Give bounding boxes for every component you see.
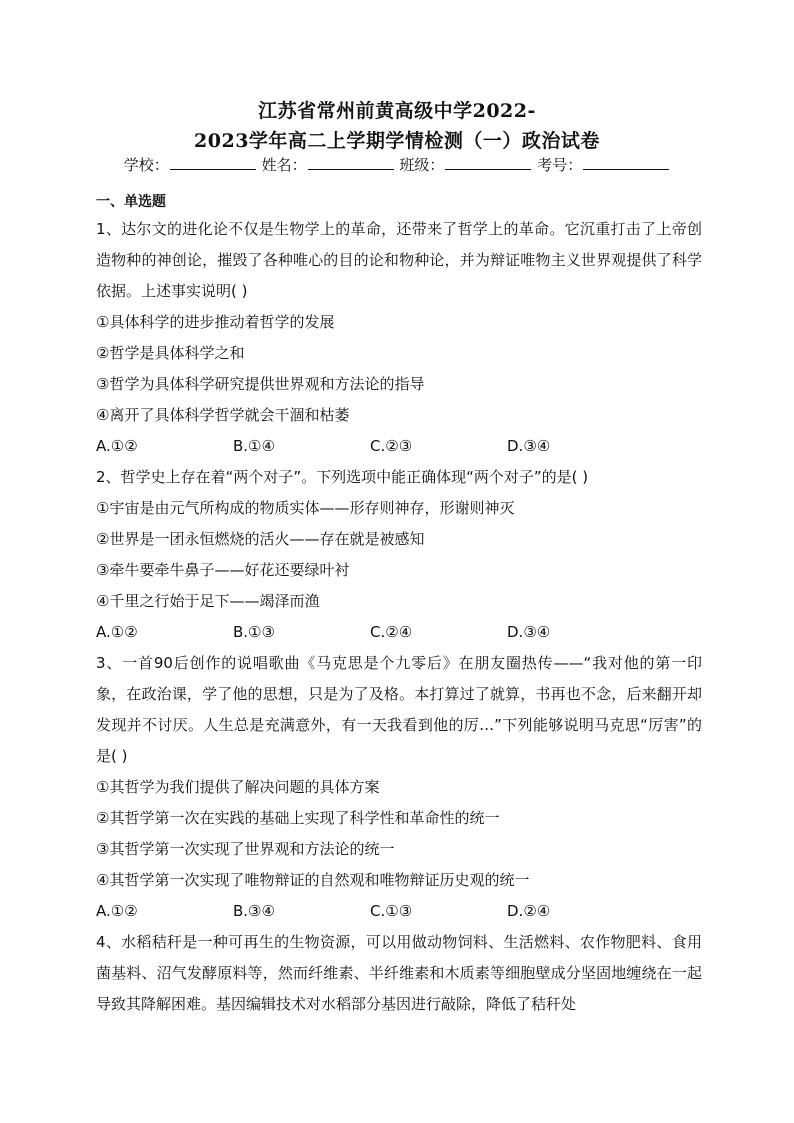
section-title: 一、单选题 xyxy=(96,194,166,210)
question-stem: 3、一首90后创作的说唱歌曲《马克思是个九零后》在朋友圈热传——“我对他的第一印象，在政治课，学了他的思想，只是为了及格。本打算过了就算，书再也不念，后来翻开却发现并不讨厌。人生总是充满意外，有一天我看到他的厉…”下列能够说明马克思“厉害”的是( ) xyxy=(96,654,702,765)
option-d[interactable]: D.②④ xyxy=(507,902,551,920)
statement: ①其哲学为我们提供了解决问题的具体方案 xyxy=(96,778,380,796)
option-b[interactable]: B.①③ xyxy=(233,623,275,641)
statement: ①具体科学的进步推动着哲学的发展 xyxy=(96,313,335,331)
option-d[interactable]: D.③④ xyxy=(507,437,551,455)
statement: ③哲学为具体科学研究提供世界观和方法论的指导 xyxy=(96,375,425,393)
student-info-row xyxy=(0,154,794,175)
name-blank[interactable] xyxy=(308,155,394,170)
statement: ④其哲学第一次实现了唯物辩证的自然观和唯物辩证历史观的统一 xyxy=(96,871,530,889)
question-2 xyxy=(96,462,702,648)
exam-number-label: 考号： xyxy=(537,156,583,174)
question-stem: 2、哲学史上存在着“两个对子”。下列选项中能正确体现“两个对子”的是( ) xyxy=(96,468,589,486)
question-stem: 4、水稻秸秆是一种可再生的生物资源，可以用做动物饲料、生活燃料、农作物肥料、食用菌基料、沼气发酵原料等，然而纤维素、半纤维素和木质素等细胞壁成分坚固地缠绕在一起导致其降解困难。基因编辑技术对水稻部分基因进行敲除，降低了秸秆处 xyxy=(96,933,702,1013)
statement: ①宇宙是由元气所构成的物质实体——形存则神存，形谢则神灭 xyxy=(96,499,515,517)
exam-title-line2: 2023学年高二上学期学情检测（一）政治试卷 xyxy=(194,130,600,152)
school-label: 学校： xyxy=(123,156,169,174)
class-label: 班级： xyxy=(399,156,445,174)
question-stem: 1、达尔文的进化论不仅是生物学上的革命，还带来了哲学上的革命。它沉重打击了上帝创造物种的神创论，摧毁了各种唯心的目的论和物种论，并为辩证唯物主义世界观提供了科学依据。上述事实说明( ) xyxy=(96,220,702,300)
option-b[interactable]: B.①④ xyxy=(233,437,275,455)
statement: ④千里之行始于足下——竭泽而渔 xyxy=(96,592,320,610)
exam-number-blank[interactable] xyxy=(583,155,669,170)
question-4 xyxy=(96,927,702,1020)
statement: ②哲学是具体科学之和 xyxy=(96,344,245,362)
school-blank[interactable] xyxy=(170,155,256,170)
statement: ④离开了具体科学哲学就会干涸和枯萎 xyxy=(96,406,350,424)
statement: ②其哲学第一次在实践的基础上实现了科学性和革命性的统一 xyxy=(96,809,500,827)
answer-options xyxy=(96,617,702,648)
class-blank[interactable] xyxy=(445,155,531,170)
name-label: 姓名： xyxy=(261,156,307,174)
exam-title-line1: 江苏省常州前黄高级中学2022- xyxy=(258,100,536,122)
question-3 xyxy=(96,648,702,927)
option-c[interactable]: C.②④ xyxy=(370,623,413,641)
option-a[interactable]: A.①② xyxy=(96,902,138,920)
option-a[interactable]: A.①② xyxy=(96,437,138,455)
answer-options xyxy=(96,896,702,927)
option-c[interactable]: C.②③ xyxy=(370,437,413,455)
option-b[interactable]: B.③④ xyxy=(233,902,275,920)
statement: ③其哲学第一次实现了世界观和方法论的统一 xyxy=(96,840,395,858)
statement: ③牵牛要牵牛鼻子——好花还要绿叶衬 xyxy=(96,561,350,579)
answer-options xyxy=(96,431,702,462)
option-c[interactable]: C.①③ xyxy=(370,902,413,920)
option-d[interactable]: D.③④ xyxy=(507,623,551,641)
exam-content xyxy=(96,190,702,1020)
option-a[interactable]: A.①② xyxy=(96,623,138,641)
statement: ②世界是一团永恒燃烧的活火——存在就是被感知 xyxy=(96,530,425,548)
question-1 xyxy=(96,214,702,462)
